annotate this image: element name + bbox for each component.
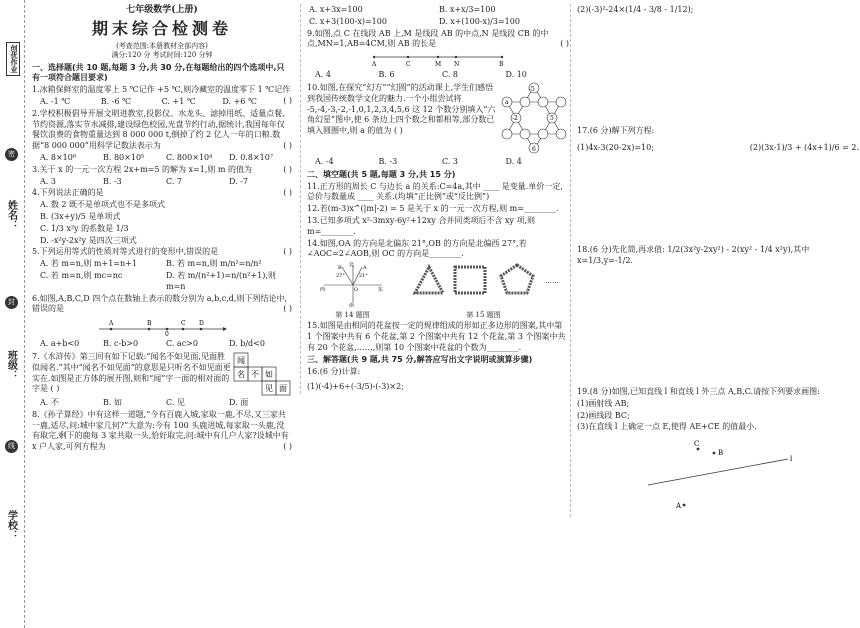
point-label: C [406,61,411,69]
circle-number: -2 [512,114,518,122]
net-char: 闻 [237,355,245,365]
figure-15 [409,261,559,320]
question-2: 2.学校积极倡导开展文明进教室,投影仪、水龙头、滤掉用纸、适量点餐,节约资源,落实节水减排,建设绿色校园,光盘节约行动,据统计,我国每年仅餐饮浪费的食物重量达到 8 000 000 t,倒掉了约 2 亿人一年的口粮.数据“8 000 000”用科学记数法表示为 ( ) [32,108,292,151]
seal-dot: 密 [5,148,18,161]
point-label: A [362,265,367,272]
subject-title: 七年级数学(上册) [126,5,198,15]
seal-dot: 线 [5,440,18,453]
column-1 [32,4,292,454]
point-label: A [676,502,682,511]
question-19: 19.(8 分)如图,已知直线 l 和直线 l 外三点 A,B,C.请按下列要求画图: [577,386,820,396]
options: C. x+3(100-x)=100 D. x+(100-x)/3=100 [309,16,520,26]
compass-label: 西 [319,287,325,294]
circle-number: 6 [532,145,536,153]
angle-label: 21° [358,273,368,280]
point-label: M [435,61,442,69]
question-17-part-2: (2)(3x-1)/3 + (4x+1)/6 = 2. [749,142,859,152]
options: A. -1 ℃ B. -6 ℃ C. +1 ℃ D. +6 ℃ [40,97,257,106]
question-17-parts [577,143,859,154]
exam-score-time: 满分:120 分 考试时间:120 分钟 [111,51,213,60]
section-heading: 一、选择题(共 10 题,每题 3 分,共 30 分,在每题给出的四个选项中,只有一项符合题目要求) [32,62,285,83]
point-label: C [694,440,700,449]
point-label: C [181,320,186,328]
column-2 [300,4,569,394]
compass-label: 南 [348,303,354,308]
question-17-part-1: (1)4x-3(20-2x)=10; [577,142,654,152]
line-label: l [790,455,793,464]
options: A. 8×10⁶ B. 80×10⁵ C. 800×10⁴ D. 0.8×10⁷ [40,152,274,162]
class-label: 班级： [5,350,17,380]
question-12: 12.若(m-3)x^(|m|-2) = 5 是关于 x 的一元一次方程,则 m=________. [307,204,559,214]
question-19-part-3: (3)在直线 l 上确定一点 E,使得 AE+CE 的值最小. [577,422,757,432]
question-18: 18.(6 分)先化简,再求值: 1/2(3x²y-2xy²) - 2(xy² - 1/4 x²y),其中 x=1/3,y=-1/2. [577,245,810,266]
column-3 [570,4,859,517]
question-17: 17.(6 分)解下列方程: [577,125,655,135]
circle-number: a [505,98,509,106]
question-15: 15.如图是由相同的花盆按一定的规律组成的形如正多边形的图案,其中第 1 个图案中共有 6 个花盆,第 2 个图案中共有 12 个花盆,第 3 个图案中共有 20 个花盆,……,则第 10 个图案中花盆的个数为________. [307,321,566,352]
options: A. a+b<0 B. c-b>0 C. ac>0 D. b/d<0 [40,339,265,349]
question-9: 9.如图,点 C 在线段 AB 上,M 是线段 AB 的中点,N 是线段 CB 的中点,MN=1,AB=4CM,则 AB 的长是 ( ) [307,28,569,49]
flowerpot-figure [409,261,559,307]
question-14: 14.如图,OA 的方向是北偏东 21°,OB 的方向是北偏西 27°,若∠AOC=2∠AOB,则 OC 的方向是________. [307,238,527,259]
name-label: 姓名： [5,200,17,230]
options: A. 3 B. -3 C. 7 D. -7 [40,176,249,186]
compass-label: 东 [377,287,383,294]
options: A. 不 B. 如 C. 见 D. 面 [40,397,249,407]
ellipsis: …… [544,277,559,286]
school-label: 学校： [5,510,17,540]
number-line-figure [97,317,227,337]
question-3: 3.关于 x 的一元一次方程 2x+m=5 的解为 x=1,则 m 的值为 ( ) [32,164,292,174]
question-16: 16.(6 分)计算: [307,367,361,377]
figure-caption: 第 15 题图 [466,310,501,319]
seal-dot: 封 [5,296,18,309]
point-label: N [454,61,460,69]
brand-tag: 创优作业 [6,42,20,76]
question-5: 5.下列运用等式的性质对等式进行的变形中,错误的是 ( ) [32,247,292,257]
point-label: B [499,61,504,69]
magic-star-figure [499,82,569,156]
net-char: 如 [265,369,273,379]
circle-number: -5 [529,85,535,93]
question-6: 6.如图,A,B,C,D 四个点在数轴上表示的数分别为 a,b,c,d,则下列结论中,错误的是 ( ) [32,293,292,314]
options: C. 若 m=n,则 mc=nc D. 若 m/(n²+1)=n/(n²+1),则 m=n [40,270,276,291]
question-10: 10.如图,在探究“幻方”“幻圆”的活动课上,学生们感悟到我国传统数学文化的魅力.一个小组尝试将 -5,-4,-3,-2,-1,0,1,2,3,4,5,6 这 12 个数分别填入“六角幻星”图中,使 6 条边上四个数之和都相等,部分数已填入圆圈中,则 a 的值为 ( ) [307,82,496,136]
figure-row [307,261,569,320]
angle-label: 27° [335,273,345,280]
question-7-wrap [32,351,292,397]
cube-net-figure [232,351,292,397]
question-10-wrap [307,82,569,156]
options: A. x+3x=100 B. x+x/3=100 [309,5,496,14]
figure-caption: 第 14 题图 [335,310,370,319]
question-11: 11.正方形的周长 C 与边长 a 的关系:C=4a,其中 ____ 是变量.单价一定,总价与数量成 ____ 关系.(均填“正比例”或“反比例”) [307,181,563,202]
section-heading: 三、解答题(共 9 题,共 75 分,解答应写出文字说明或演算步骤) [307,355,533,365]
question-16-part-1: (1)(-4)+6÷(-3/5)-(-3)×2; [307,382,404,392]
options: A. 4 B. 6 C. 8 D. 10 [315,70,527,80]
origin-label: 0 [165,331,169,338]
question-4: 4.下列说法正确的是 ( ) [32,188,292,198]
option: A. 数 2 既不是单项式也不是多项式 [40,200,166,210]
question-13: 13.已知多项式 x²-3mxy-6y²+12xy 合并同类项后不含 xy 项,则 m=________. [307,215,536,236]
point-label: D [199,320,204,328]
circle-number: 5 [550,114,554,122]
point-label: B [718,449,724,458]
compass-figure [318,261,388,307]
point-label: A [372,61,377,69]
question-19-part-1: (1)画射线 AB; [577,398,630,408]
line-points-figure [618,435,818,515]
point-label: B [337,265,342,272]
option: D. -x²y-2x²y 是四次三项式 [40,235,137,245]
section-heading: 二、填空题(共 5 题,每题 3 分,共 15 分) [307,169,456,179]
point-label: A [109,320,114,328]
options: A. 若 m=n,则 m+1=n+1 B. 若 m=n,则 m/n²=n/n² [40,259,262,269]
binding-margin [0,0,25,628]
question-19-part-2: (2)画线段 BC; [577,410,630,420]
exam-title: 期末综合检测卷 [91,19,232,39]
question-7: 7.《水浒传》第三回有如下记载:“闻名不如见面,见面胜似闻名.”其中“闻名不如见面”的意思是只听名不如见面更实在.如图是正方体的展开图,则和“闻”字一面的相对面的字是 ( ) [32,351,231,394]
figure-14 [318,261,388,320]
question-8: 8.《孙子算经》中有这样一道题,“今有百鹿入城,家取一鹿,不尽,又三家共一鹿,适尽,问:城中家几何?”大意为:今有 100 头鹿进城,每家取一头鹿,没有取完,剩下的鹿每 3 家共取一头,恰好取完,问:城中有几户人家?设城中有 x 户人家,可列方程为 ( ) [32,409,292,452]
point-label: O [353,287,358,294]
question-1: 1.冰箱保鲜室的温度零上 5 ℃记作 +5 ℃,则冷藏室的温度零下 1 ℃记作 ( ) [32,85,292,105]
option: B. (3x+y)/5 是单项式 [40,211,121,221]
net-char: 面 [279,383,287,393]
question-16-part-2: (2)(-3)²-24×(1/4 - 3/8 - 1/12); [577,5,694,14]
net-char: 见 [265,383,273,393]
point-label: B [147,320,152,328]
net-char: 不 [251,369,259,379]
exam-scope: (考查范围:本册教材全部内容) [116,41,208,50]
options: A. -4 B. -3 C. 3 D. 4 [315,156,522,166]
option: C. 1/3 x²y 的系数是 1/3 [40,223,129,233]
compass-label: 北 [348,262,354,269]
segment-figure [368,52,508,68]
net-char: 名 [237,369,245,379]
